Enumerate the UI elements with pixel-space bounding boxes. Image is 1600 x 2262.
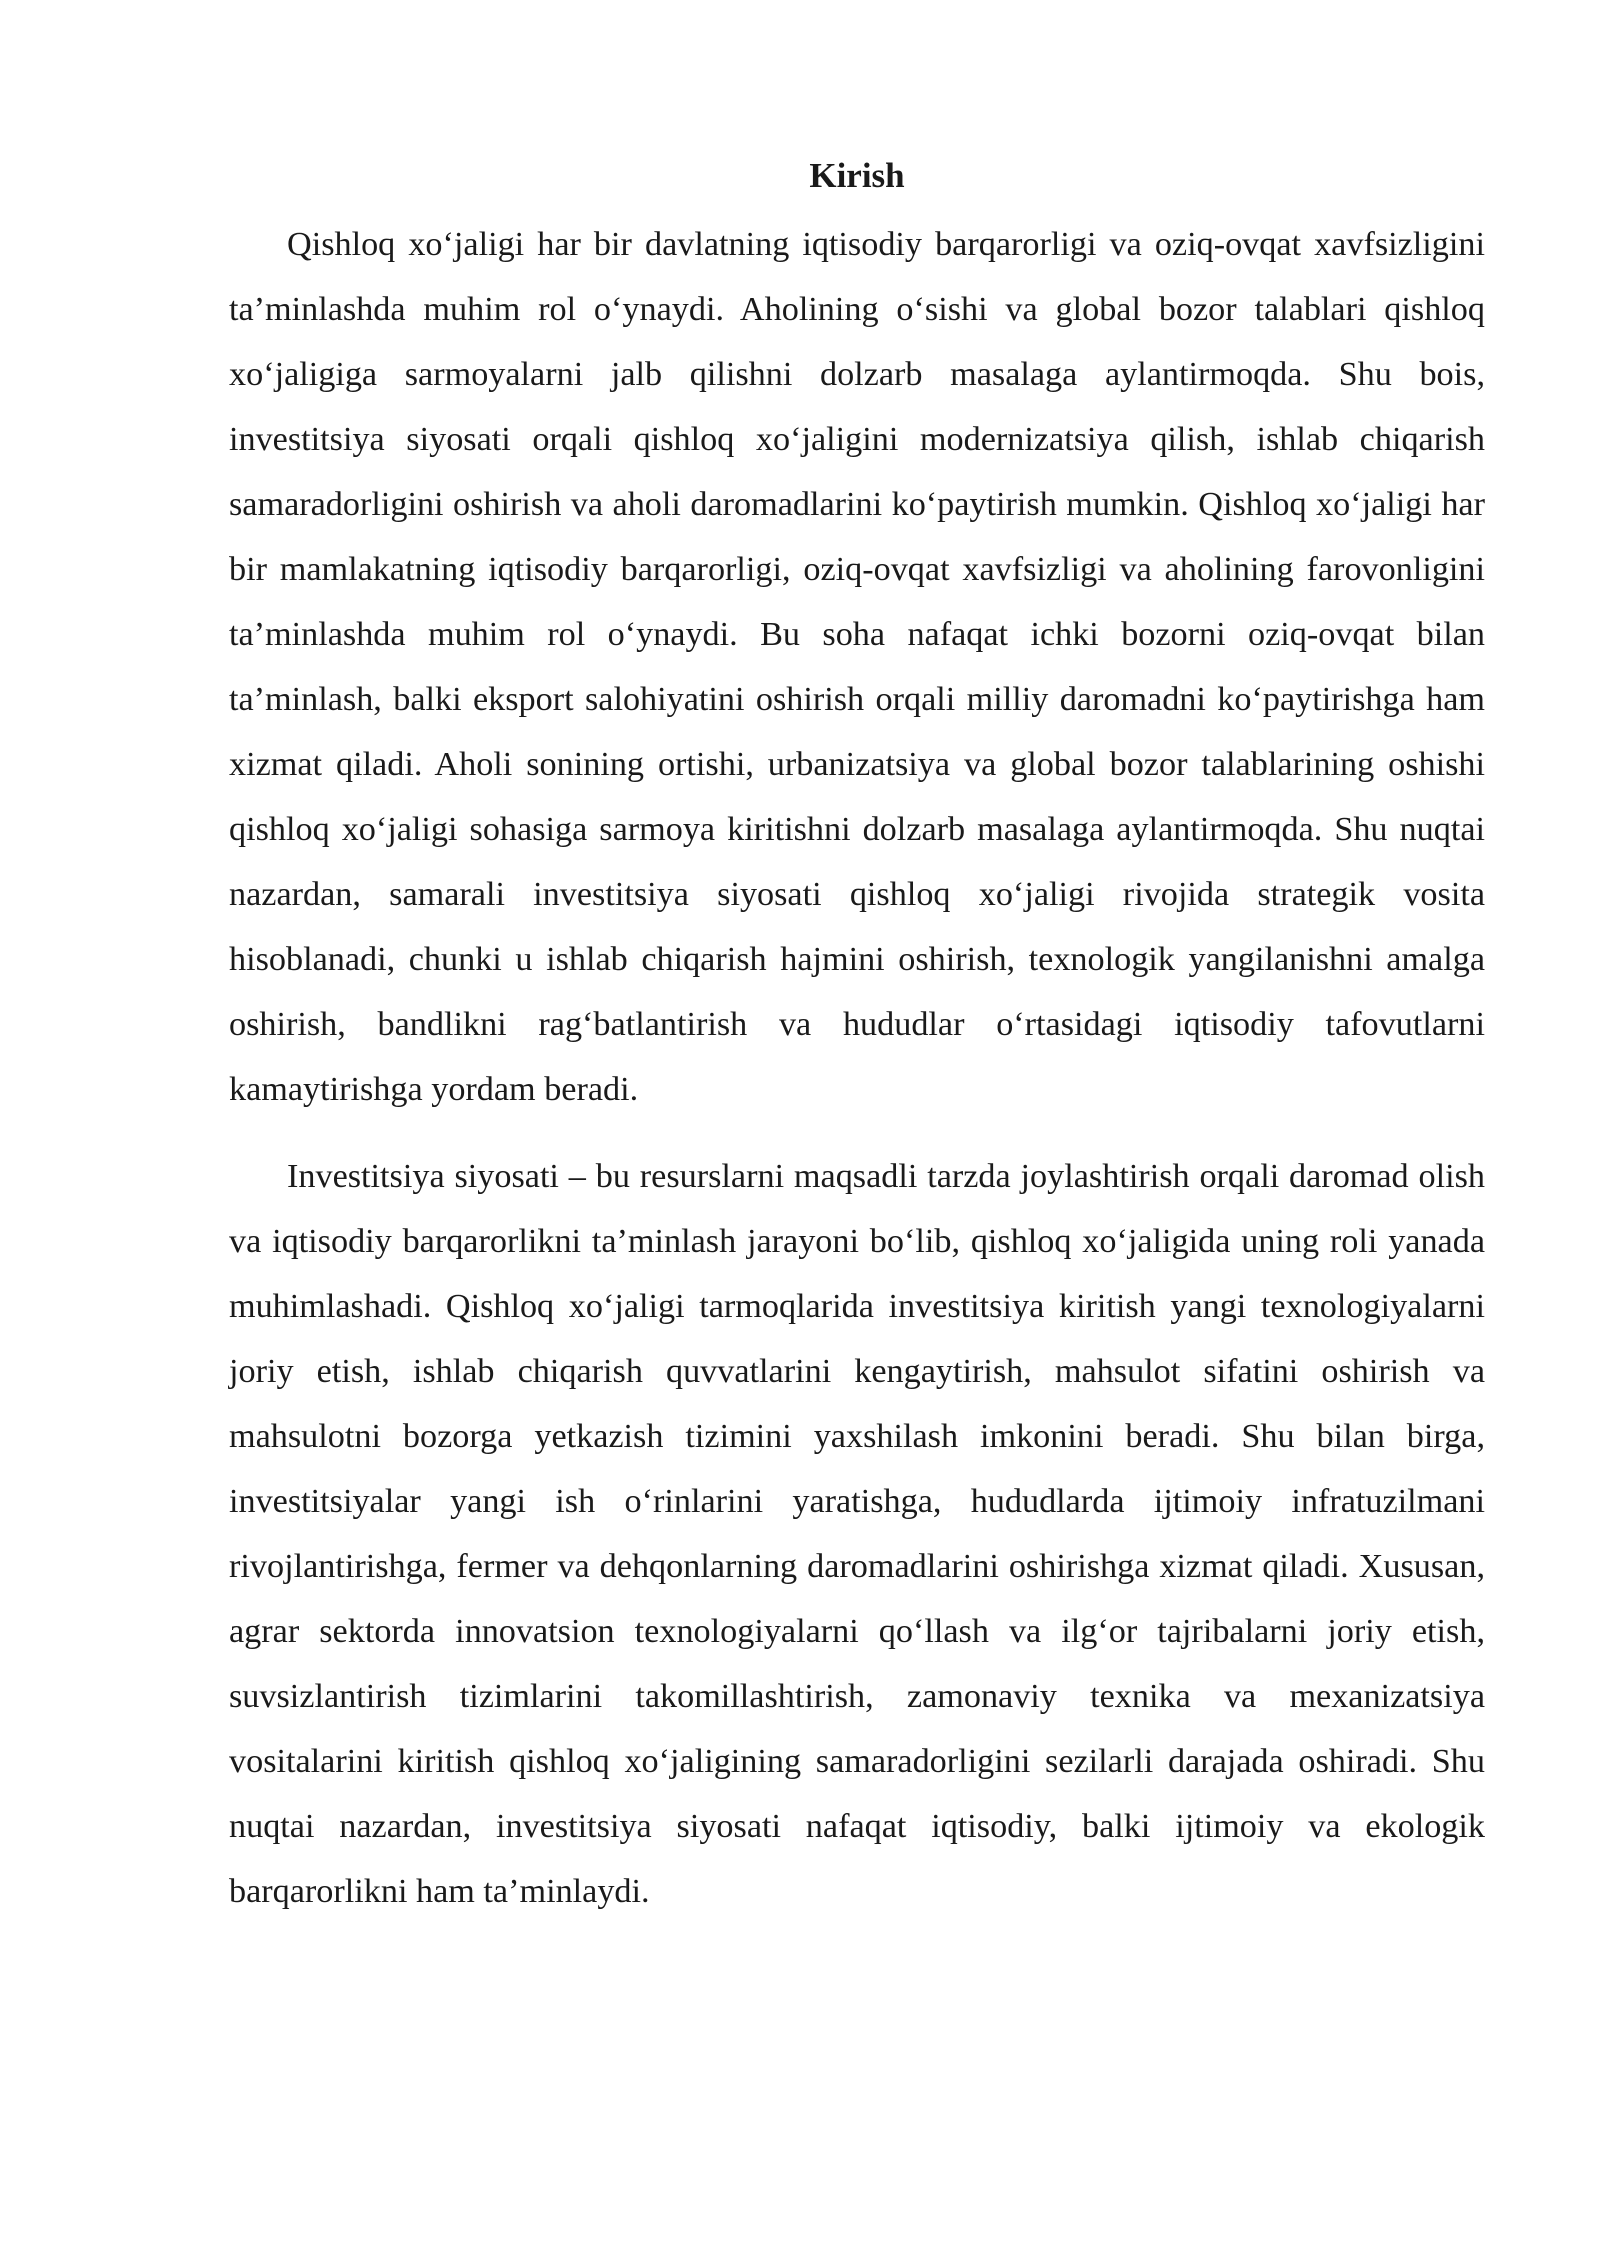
- paragraph-2: Investitsiya siyosati – bu resurslarni maqsadli tarzda joylashtirish orqali daromad olish va iqtisodiy barqarorlikni ta’minlash jarayoni bo‘lib, qishloq xo‘jaligida uning roli yanada muhimlashadi. Qishloq xo‘jaligi tarmoqlarida investitsiya kiritish yangi texnologiyalarni joriy etish, ishlab chiqarish quvvatlarini kengaytirish, mahsulot sifatini oshirish va mahsulotni bozorga yetkazish tizimini yaxshilash imkonini beradi. Shu bilan birga, investitsiyalar yangi ish o‘rinlarini yaratishga, hududlarda ijtimoiy infratuzilmani rivojlantirishga, fermer va dehqonlarning daromadlarini oshirishga xizmat qiladi. Xususan, agrar sektorda innovatsion texnologiyalarni qo‘llash va ilg‘or tajribalarni joriy etish, suvsizlantirish tizimlarini takomillashtirish, zamonaviy texnika va mexanizatsiya vositalarini kiritish qishloq xo‘jaligining samaradorligini sezilarli darajada oshiradi. Shu nuqtai nazardan, investitsiya siyosati nafaqat iqtisodiy, balki ijtimoiy va ekologik barqarorlikni ham ta’minlaydi.: [229, 1158, 1485, 1910]
- paragraph-1: Qishloq xo‘jaligi har bir davlatning iqtisodiy barqarorligi va oziq-ovqat xavfsizligini ta’minlashda muhim rol o‘ynaydi. Aholining o‘sishi va global bozor talablari qishloq xo‘jaligiga sarmoyalarni jalb qilishni dolzarb masalaga aylantirmoqda. Shu bois, investitsiya siyosati orqali qishloq xo‘jaligini modernizatsiya qilish, ishlab chiqarish samaradorligini oshirish va aholi daromadlarini ko‘paytirish mumkin. Qishloq xo‘jaligi har bir mamlakatning iqtisodiy barqarorligi, oziq-ovqat xavfsizligi va aholining farovonligini ta’minlashda muhim rol o‘ynaydi. Bu soha nafaqat ichki bozorni oziq-ovqat bilan ta’minlash, balki eksport salohiyatini oshirish orqali milliy daromadni ko‘paytirishga ham xizmat qiladi. Aholi sonining ortishi, urbanizatsiya va global bozor talablarining oshishi qishloq xo‘jaligi sohasiga sarmoya kiritishni dolzarb masalaga aylantirmoqda. Shu nuqtai nazardan, samarali investitsiya siyosati qishloq xo‘jaligi rivojida strategik vosita hisoblanadi, chunki u ishlab chiqarish hajmini oshirish, texnologik yangilanishni amalga oshirish, bandlikni rag‘batlantirish va hududlar o‘rtasidagi iqtisodiy tafovutlarni kamaytirishga yordam beradi.: [229, 226, 1485, 1108]
- document-body: [229, 148, 1485, 1946]
- page-title: Kirish: [809, 156, 905, 195]
